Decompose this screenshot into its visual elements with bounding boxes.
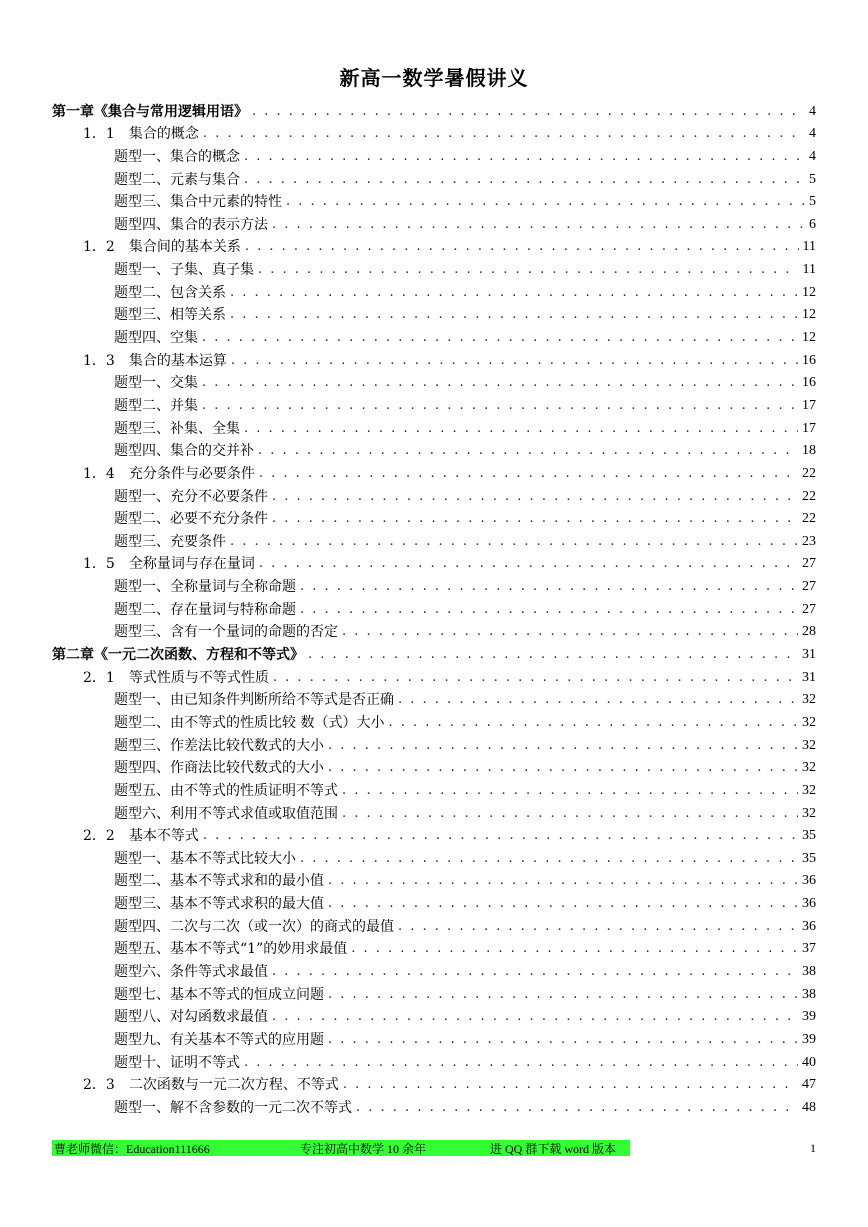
toc-section-entry[interactable] [52, 823, 816, 846]
toc-dot-leader [244, 148, 805, 166]
toc-entry-label: 题型二、基本不等式求和的最小值 [114, 873, 324, 890]
toc-entry-page-number: 36 [802, 896, 816, 912]
toc-entry-page-number: 12 [802, 330, 816, 346]
toc-dot-leader [230, 533, 798, 551]
toc-subsection-entry[interactable] [52, 279, 816, 302]
toc-section-entry[interactable] [52, 1072, 816, 1095]
toc-dot-leader [351, 940, 798, 958]
toc-dot-leader [356, 1099, 798, 1117]
toc-subsection-entry[interactable] [52, 687, 816, 710]
toc-entry-label: 题型五、基本不等式“1”的妙用求最值 [114, 941, 348, 958]
toc-entry-page-number: 28 [802, 624, 816, 640]
toc-section-entry[interactable] [52, 460, 816, 483]
toc-entry-label: 题型七、基本不等式的恒成立问题 [114, 986, 324, 1003]
toc-entry-label: 题型三、集合中元素的特性 [114, 194, 282, 211]
toc-subsection-entry[interactable] [52, 709, 816, 732]
toc-subsection-entry[interactable] [52, 438, 816, 461]
page-footer [52, 1140, 816, 1156]
toc-dot-leader [272, 1008, 798, 1026]
toc-entry-page-number: 4 [809, 103, 816, 119]
toc-entry-label: 题型一、子集、真子集 [114, 262, 254, 279]
toc-entry-label: 题型四、集合的表示方法 [114, 216, 268, 233]
toc-subsection-entry[interactable] [52, 755, 816, 778]
toc-entry-page-number: 12 [802, 307, 816, 323]
toc-subsection-entry[interactable] [52, 981, 816, 1004]
toc-entry-page-number: 18 [802, 443, 816, 459]
toc-entry-label: 2．2 基本不等式 [83, 828, 199, 845]
toc-entry-page-number: 31 [802, 669, 816, 685]
toc-section-entry[interactable] [52, 347, 816, 370]
toc-entry-label: 题型三、补集、全集 [114, 420, 240, 437]
toc-entry-page-number: 6 [809, 216, 816, 232]
toc-dot-leader [244, 171, 805, 189]
toc-entry-label: 题型六、利用不等式求值或取值范围 [114, 805, 338, 822]
toc-entry-label: 1．5 全称量词与存在量词 [83, 556, 255, 573]
toc-entry-label: 第一章《集合与常用逻辑用语》 [52, 103, 248, 120]
toc-entry-page-number: 32 [802, 692, 816, 708]
toc-entry-label: 第二章《一元二次函数、方程和不等式》 [52, 647, 304, 664]
toc-entry-label: 题型九、有关基本不等式的应用题 [114, 1031, 324, 1048]
toc-subsection-entry[interactable] [52, 211, 816, 234]
toc-dot-leader [272, 963, 798, 981]
toc-entry-page-number: 27 [802, 601, 816, 617]
toc-dot-leader [328, 872, 798, 890]
toc-entry-page-number: 11 [802, 239, 816, 255]
toc-entry-label: 题型一、由已知条件判断所给不等式是否正确 [114, 692, 394, 709]
footer-highlight [52, 1140, 630, 1156]
toc-subsection-entry[interactable] [52, 732, 816, 755]
toc-dot-leader [342, 623, 798, 641]
toc-entry-label: 题型三、作差法比较代数式的大小 [114, 737, 324, 754]
toc-entry-label: 题型二、由不等式的性质比较 数（式）大小 [114, 714, 385, 731]
toc-subsection-entry[interactable] [52, 166, 816, 189]
toc-dot-leader [328, 759, 798, 777]
toc-entry-page-number: 16 [802, 375, 816, 391]
toc-subsection-entry[interactable] [52, 302, 816, 325]
toc-entry-label: 题型二、存在量词与特称命题 [114, 601, 296, 618]
toc-entry-page-number: 31 [802, 647, 816, 663]
toc-dot-leader [328, 737, 798, 755]
toc-entry-label: 题型二、必要不充分条件 [114, 511, 268, 528]
toc-entry-label: 题型三、充要条件 [114, 533, 226, 550]
page-number: 1 [810, 1141, 816, 1155]
toc-subsection-entry[interactable] [52, 143, 816, 166]
footer-slogan: 专注初高中数学 10 余年 [300, 1141, 427, 1156]
toc-entry-label: 题型一、基本不等式比较大小 [114, 850, 296, 867]
toc-dot-leader [272, 510, 798, 528]
toc-dot-leader [388, 714, 798, 732]
toc-dot-leader [300, 578, 798, 596]
toc-chapter-entry[interactable] [52, 98, 816, 121]
toc-entry-page-number: 36 [802, 873, 816, 889]
toc-entry-label: 题型六、条件等式求最值 [114, 963, 268, 980]
toc-entry-label: 1．4 充分条件与必要条件 [83, 465, 255, 482]
toc-entry-page-number: 23 [802, 533, 816, 549]
toc-entry-page-number: 4 [809, 126, 816, 142]
toc-entry-page-number: 39 [802, 1031, 816, 1047]
toc-dot-leader [244, 420, 798, 438]
toc-entry-label: 题型一、集合的概念 [114, 148, 240, 165]
toc-dot-leader [202, 374, 798, 392]
toc-entry-label: 1．3 集合的基本运算 [83, 352, 227, 369]
toc-dot-leader [300, 601, 798, 619]
toc-entry-label: 题型二、元素与集合 [114, 171, 240, 188]
toc-entry-page-number: 32 [802, 782, 816, 798]
toc-dot-leader [203, 827, 798, 845]
toc-dot-leader [230, 306, 798, 324]
toc-entry-page-number: 40 [802, 1054, 816, 1070]
toc-subsection-entry[interactable] [52, 415, 816, 438]
toc-dot-leader [244, 1054, 798, 1072]
toc-entry-page-number: 39 [802, 1009, 816, 1025]
toc-dot-leader [342, 805, 798, 823]
toc-dot-leader [259, 555, 798, 573]
toc-dot-leader [342, 782, 798, 800]
toc-dot-leader [328, 1031, 798, 1049]
toc-subsection-entry[interactable] [52, 845, 816, 868]
toc-dot-leader [272, 216, 805, 234]
toc-subsection-entry[interactable] [52, 1004, 816, 1027]
toc-entry-label: 1．2 集合间的基本关系 [83, 239, 241, 256]
toc-entry-page-number: 32 [802, 805, 816, 821]
toc-entry-page-number: 48 [802, 1099, 816, 1115]
toc-dot-leader [286, 193, 805, 211]
toc-subsection-entry[interactable] [52, 777, 816, 800]
toc-entry-page-number: 47 [802, 1077, 816, 1093]
toc-entry-page-number: 35 [802, 828, 816, 844]
toc-entry-page-number: 4 [809, 148, 816, 164]
toc-subsection-entry[interactable] [52, 868, 816, 891]
toc-section-entry[interactable] [52, 234, 816, 257]
toc-entry-page-number: 35 [802, 850, 816, 866]
toc-dot-leader [203, 125, 805, 143]
toc-subsection-entry[interactable] [52, 392, 816, 415]
toc-entry-label: 题型三、相等关系 [114, 307, 226, 324]
toc-entry-page-number: 37 [802, 941, 816, 957]
toc-entry-label: 2．1 等式性质与不等式性质 [83, 669, 269, 686]
toc-dot-leader [252, 103, 805, 121]
toc-dot-leader [230, 284, 798, 302]
toc-dot-leader [202, 397, 798, 415]
toc-entry-label: 题型四、二次与二次（或一次）的商式的最值 [114, 918, 394, 935]
toc-entry-label: 1．1 集合的概念 [83, 126, 199, 143]
toc-entry-label: 题型一、全称量词与全称命题 [114, 579, 296, 596]
toc-entry-label: 题型四、作商法比较代数式的大小 [114, 760, 324, 777]
toc-section-entry[interactable] [52, 664, 816, 687]
toc-entry-label: 题型一、解不含参数的一元二次不等式 [114, 1099, 352, 1116]
toc-entry-label: 题型二、并集 [114, 397, 198, 414]
toc-entry-label: 题型二、包含关系 [114, 284, 226, 301]
toc-section-entry[interactable] [52, 551, 816, 574]
toc-chapter-entry[interactable] [52, 641, 816, 664]
toc-entry-page-number: 5 [809, 194, 816, 210]
table-of-contents [52, 98, 816, 1117]
toc-subsection-entry[interactable] [52, 800, 816, 823]
toc-subsection-entry[interactable] [52, 1026, 816, 1049]
toc-entry-page-number: 32 [802, 760, 816, 776]
toc-subsection-entry[interactable] [52, 1094, 816, 1117]
toc-entry-page-number: 36 [802, 918, 816, 934]
toc-entry-label: 2．3 二次函数与一元二次方程、不等式 [83, 1077, 339, 1094]
toc-entry-page-number: 27 [802, 556, 816, 572]
toc-dot-leader [328, 986, 798, 1004]
toc-entry-page-number: 16 [802, 352, 816, 368]
toc-subsection-entry[interactable] [52, 958, 816, 981]
footer-contact: 曹老师微信：Education111666 [54, 1141, 210, 1156]
toc-subsection-entry[interactable] [52, 573, 816, 596]
toc-subsection-entry[interactable] [52, 1049, 816, 1072]
toc-dot-leader [300, 850, 798, 868]
toc-dot-leader [258, 261, 799, 279]
toc-subsection-entry[interactable] [52, 596, 816, 619]
toc-dot-leader [398, 918, 798, 936]
toc-subsection-entry[interactable] [52, 913, 816, 936]
toc-dot-leader [328, 895, 798, 913]
toc-dot-leader [231, 352, 798, 370]
toc-entry-page-number: 38 [802, 986, 816, 1002]
toc-entry-page-number: 11 [802, 262, 816, 278]
toc-dot-leader [273, 669, 798, 687]
toc-entry-page-number: 22 [802, 511, 816, 527]
toc-dot-leader [308, 646, 798, 664]
toc-entry-page-number: 17 [802, 397, 816, 413]
toc-entry-page-number: 38 [802, 963, 816, 979]
toc-entry-page-number: 22 [802, 465, 816, 481]
toc-entry-page-number: 32 [802, 737, 816, 753]
toc-dot-leader [398, 691, 798, 709]
toc-dot-leader [343, 1076, 798, 1094]
toc-subsection-entry[interactable] [52, 936, 816, 959]
toc-subsection-entry[interactable] [52, 256, 816, 279]
toc-dot-leader [272, 488, 798, 506]
toc-entry-page-number: 12 [802, 284, 816, 300]
toc-subsection-entry[interactable] [52, 506, 816, 529]
toc-entry-label: 题型八、对勾函数求最值 [114, 1009, 268, 1026]
toc-entry-label: 题型四、空集 [114, 330, 198, 347]
toc-entry-label: 题型三、基本不等式求积的最大值 [114, 896, 324, 913]
toc-subsection-entry[interactable] [52, 370, 816, 393]
toc-entry-page-number: 27 [802, 579, 816, 595]
toc-entry-label: 题型五、由不等式的性质证明不等式 [114, 782, 338, 799]
toc-entry-label: 题型四、集合的交并补 [114, 443, 254, 460]
toc-section-entry[interactable] [52, 121, 816, 144]
toc-entry-label: 题型一、充分不必要条件 [114, 488, 268, 505]
toc-entry-page-number: 22 [802, 488, 816, 504]
toc-subsection-entry[interactable] [52, 619, 816, 642]
toc-subsection-entry[interactable] [52, 324, 816, 347]
toc-dot-leader [259, 465, 798, 483]
footer-download-note: 进 QQ 群下载 word 版本 [490, 1141, 616, 1156]
toc-entry-page-number: 32 [802, 714, 816, 730]
page-title: 新高一数学暑假讲义 [339, 66, 529, 90]
toc-subsection-entry[interactable] [52, 890, 816, 913]
toc-dot-leader [245, 238, 799, 256]
toc-dot-leader [202, 329, 798, 347]
toc-subsection-entry[interactable] [52, 528, 816, 551]
toc-subsection-entry[interactable] [52, 189, 816, 212]
toc-entry-page-number: 17 [802, 420, 816, 436]
toc-entry-label: 题型十、证明不等式 [114, 1054, 240, 1071]
toc-subsection-entry[interactable] [52, 483, 816, 506]
toc-dot-leader [258, 442, 798, 460]
toc-entry-label: 题型三、含有一个量词的命题的否定 [114, 624, 338, 641]
toc-entry-label: 题型一、交集 [114, 375, 198, 392]
toc-entry-page-number: 5 [809, 171, 816, 187]
